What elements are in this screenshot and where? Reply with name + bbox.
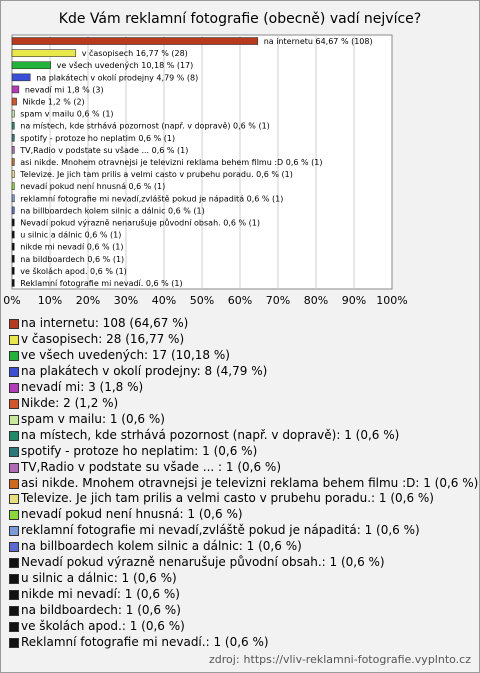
- legend-label: Nikde: 2 (1,2 %): [21, 395, 119, 410]
- chart-title: Kde Vám reklamní fotografie (obecně) vadí nejvíce?: [58, 11, 422, 27]
- bar-label: na internetu 64,67 % (108): [263, 37, 373, 47]
- legend-label: ve školách apod.: 1 (0,6 %): [21, 619, 185, 634]
- bar: [12, 183, 14, 190]
- legend-swatch: [9, 335, 19, 345]
- x-tick-label: 60%: [227, 294, 253, 307]
- legend-label: Televize. Je jich tam prilis a velmi casto v prubehu poradu.: 1 (0,6 %): [21, 491, 434, 506]
- bar: [12, 50, 76, 57]
- bar-label: nikde mi nevadí 0,6 % (1): [20, 242, 124, 252]
- x-tick-label: 70%: [265, 294, 291, 307]
- legend-label: asi nikde. Mnohem otravnejsi je televizni reklama behem filmu :D: 1 (0,6 %): [21, 475, 479, 490]
- bar-label: spotify - protoze ho neplatim 0,6 % (1): [20, 133, 176, 143]
- legend-label: nevadí mi: 3 (1,8 %): [21, 379, 144, 394]
- source-note: [209, 653, 471, 666]
- legend-label: Reklamní fotografie mi nevadí.: 1 (0,6 %): [21, 635, 269, 649]
- bar-label: u silnic a dálnic 0,6 % (1): [20, 230, 122, 240]
- x-tick-label: 0%: [3, 294, 21, 307]
- x-tick-label: 40%: [151, 294, 177, 307]
- x-tick-label: 10%: [37, 294, 63, 307]
- bar-label: asi nikde. Mnohem otravnejsi je televizni reklama behem filmu :D 0,6 % (1): [20, 158, 323, 167]
- source-url[interactable]: https://vliv-reklamni-fotografie.vyplnto.cz: [243, 653, 471, 666]
- legend-swatch: [9, 526, 19, 536]
- legend-swatch: [9, 383, 19, 393]
- bar: [12, 110, 14, 117]
- legend-swatch: [9, 351, 19, 361]
- bar: [12, 279, 14, 286]
- legend-swatch: [9, 479, 19, 489]
- bar: [12, 219, 14, 226]
- legend-label: ve všech uvedených: 17 (10,18 %): [21, 347, 230, 362]
- bar: [12, 267, 14, 274]
- bar-label: na billboardech kolem silnic a dálnic 0,6 % (1): [20, 206, 205, 216]
- legend-label: na místech, kde strhává pozornost (např. v dopravě): 1 (0,6 %): [21, 427, 400, 442]
- legend-swatch: [9, 510, 19, 520]
- bar: [12, 38, 258, 45]
- bar: [12, 74, 30, 81]
- bar: [12, 255, 14, 262]
- bar: [12, 159, 14, 166]
- bar-label: na místech, kde strhává pozornost (např. v dopravě) 0,6 % (1): [20, 121, 270, 131]
- x-tick-label: 90%: [341, 294, 367, 307]
- bar: [12, 195, 14, 202]
- legend-swatch: [9, 494, 19, 504]
- bar: [12, 98, 17, 105]
- legend-swatch: [9, 319, 19, 329]
- legend-label: spam v mailu: 1 (0,6 %): [21, 411, 165, 426]
- legend-label: na plakátech v okolí prodejny: 8 (4,79 %): [21, 363, 268, 378]
- legend-label: nikde mi nevadí: 1 (0,6 %): [21, 587, 180, 602]
- legend-label: reklamní fotografie mi nevadí,zvláště pokud je nápaditá: 1 (0,6 %): [21, 523, 420, 538]
- legend-label: Nevadí pokud výrazně nenarušuje původní obsah.: 1 (0,6 %): [21, 555, 385, 570]
- legend-swatch: [9, 606, 19, 616]
- bar: [12, 134, 14, 141]
- bar-label: Reklamní fotografie mi nevadí. 0,6 % (1): [20, 278, 183, 288]
- bar: [12, 86, 19, 93]
- legend-swatch: [9, 622, 19, 632]
- bar-chart: [1, 1, 479, 311]
- x-tick-label: 20%: [75, 294, 101, 307]
- legend-label: spotify - protoze ho neplatim: 1 (0,6 %): [21, 443, 258, 458]
- bar-label: nevadí mi 1,8 % (3): [24, 85, 104, 95]
- x-tick-label: 30%: [113, 294, 139, 307]
- legend-swatch: [9, 367, 19, 377]
- legend-label: na billboardech kolem silnic a dálnic: 1 (0,6 %): [21, 539, 302, 554]
- legend-label: u silnic a dálnic: 1 (0,6 %): [21, 571, 177, 586]
- bar-label: nevadí pokud není hnusná 0,6 % (1): [20, 182, 166, 192]
- bar-label: ve školách apod. 0,6 % (1): [20, 266, 127, 276]
- bar-label: ve všech uvedených 10,18 % (17): [56, 61, 194, 71]
- legend-swatch: [9, 415, 19, 425]
- bar: [12, 62, 51, 69]
- legend-swatch: [9, 638, 19, 648]
- legend-label: na internetu: 108 (64,67 %): [21, 316, 189, 330]
- bar-label: Nikde 1,2 % (2): [22, 97, 85, 107]
- bar-label: na bildboardech 0,6 % (1): [20, 254, 125, 264]
- x-tick-label: 80%: [303, 294, 329, 307]
- bar: [12, 243, 14, 250]
- bar-label: Televize. Je jich tam prilis a velmi casto v prubehu poradu. 0,6 % (1): [20, 170, 293, 180]
- bar-label: na plakátech v okolí prodejny 4,79 % (8): [36, 73, 199, 83]
- bar-label: spam v mailu 0,6 % (1): [20, 109, 114, 119]
- source-label: zdroj:: [209, 653, 240, 666]
- legend-swatch: [9, 590, 19, 600]
- legend-swatch: [9, 558, 19, 568]
- legend-swatch: [9, 447, 19, 457]
- legend-swatch: [9, 542, 19, 552]
- bar: [12, 122, 14, 129]
- bar: [12, 146, 14, 153]
- bar-label: reklamní fotografie mi nevadí,zvláště pokud je nápaditá 0,6 % (1): [20, 194, 284, 204]
- legend-label: na bildboardech: 1 (0,6 %): [21, 603, 181, 618]
- legend-swatch: [9, 574, 19, 584]
- legend-swatch: [9, 463, 19, 473]
- x-tick-label: 100%: [376, 294, 408, 307]
- legend-label: v časopisech: 28 (16,77 %): [21, 331, 185, 346]
- bar: [12, 231, 14, 238]
- bar: [12, 207, 14, 214]
- legend-swatch: [9, 399, 19, 409]
- legend-label: TV,Radio v podstate su všade ... : 1 (0,6 %): [21, 459, 282, 474]
- legend-swatch: [9, 431, 19, 441]
- bar: [12, 171, 14, 178]
- legend-label: nevadí pokud není hnusná: 1 (0,6 %): [21, 507, 243, 522]
- bar-label: TV,Radio v podstate su všade ... 0,6 % (1): [20, 145, 189, 155]
- bar-label: Nevadí pokud výrazně nenarušuje původní obsah. 0,6 % (1): [20, 218, 260, 228]
- bar-label: v časopisech 16,77 % (28): [81, 49, 188, 59]
- x-tick-label: 50%: [189, 294, 215, 307]
